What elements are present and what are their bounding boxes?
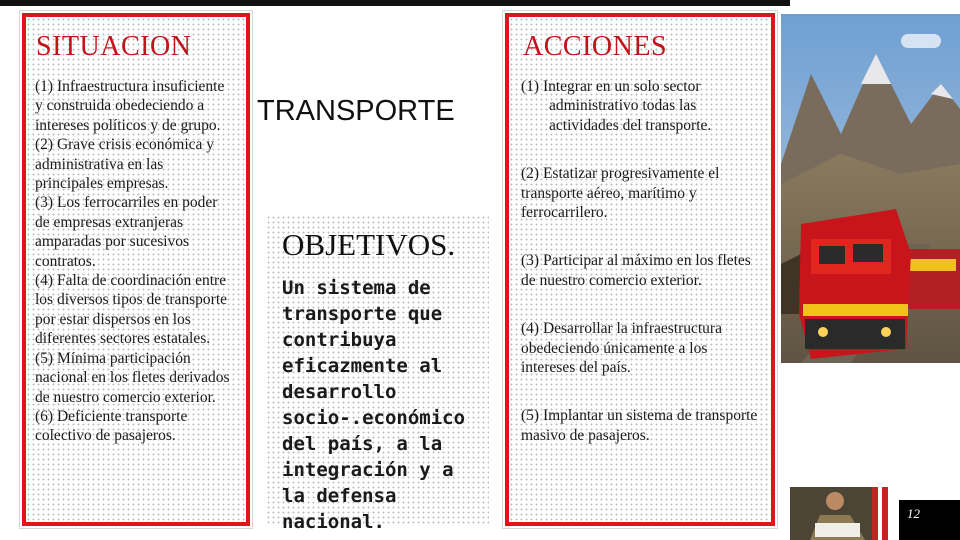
page-number: 12: [907, 506, 920, 521]
acciones-item: (4) Desarrollar la infraestructura obedeciendo únicamente a los intereses del país.: [521, 320, 722, 377]
situacion-list: [35, 77, 235, 446]
page-number-box: [899, 500, 960, 540]
objetivos-title: OBJETIVOS.: [282, 227, 456, 262]
presenter-illustration: [790, 487, 888, 540]
acciones-panel: [505, 13, 775, 526]
situacion-item: (3) Los ferrocarriles en poder de empresas extranjeras amparadas por sucesivos contratos.: [35, 194, 218, 270]
situacion-item: (5) Mínima participación nacional en los fletes derivados de nuestro comercio exterior.: [35, 349, 230, 406]
situacion-item: (2) Grave crisis económica y administrativa en las principales empresas.: [35, 136, 215, 193]
train-illustration: [781, 14, 960, 363]
presenter-photo: [790, 487, 888, 540]
acciones-item: (5) Implantar un sistema de transporte masivo de pasajeros.: [521, 407, 758, 444]
acciones-item: (3) Participar al máximo en los fletes de nuestro comercio exterior.: [521, 252, 751, 289]
train-photo: [781, 14, 960, 363]
acciones-list: [521, 77, 761, 445]
acciones-title: ACCIONES: [523, 31, 668, 62]
situacion-panel: [22, 13, 250, 526]
objetivos-body: Un sistema de transporte que contribuya eficazmente al desarrollo socio-.económico del país, a la integración y a la defensa nacional.: [282, 277, 466, 533]
situacion-item: (4) Falta de coordinación entre los diversos tipos de transporte por estar dispersos en los diferentes sectores estatales.: [35, 272, 228, 348]
transporte-title: TRANSPORTE: [257, 95, 455, 127]
acciones-item: (2) Estatizar progresivamente el transporte aéreo, marítimo y ferrocarrilero.: [521, 165, 720, 222]
situacion-title: SITUACION: [36, 31, 192, 62]
acciones-item: (1) Integrar en un solo sector administrativo todas las actividades del transporte.: [521, 78, 712, 134]
situacion-item: (6) Deficiente transporte colectivo de pasajeros.: [35, 407, 188, 445]
objetivos-box: [266, 215, 489, 533]
situacion-item: (1) Infraestructura insuficiente y construida obedeciendo a intereses políticos y de grupo.: [35, 78, 225, 134]
top-bar: [0, 0, 790, 6]
